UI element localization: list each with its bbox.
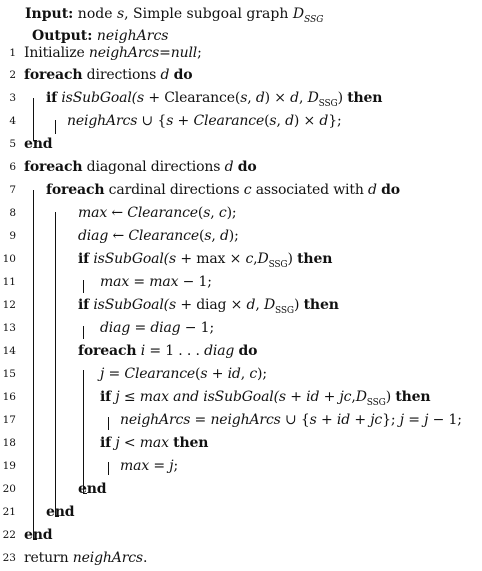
algorithm-line-12 (0, 294, 482, 317)
algorithm-line-17 (0, 409, 482, 432)
algorithm-line-7 (0, 179, 482, 202)
algorithm-line-11 (0, 271, 482, 294)
line-code: end (24, 136, 53, 152)
line-number: 3 (9, 92, 16, 104)
algorithm-line-21 (0, 501, 482, 524)
line-number: 16 (2, 391, 16, 403)
line-code: max = j; (120, 458, 179, 474)
line-code: foreach i = 1 . . . diag do (78, 343, 258, 359)
line-number: 18 (2, 437, 16, 449)
algorithm-line-16 (0, 386, 482, 409)
line-code: if j < max then (100, 435, 209, 451)
line-number: 2 (9, 69, 16, 81)
line-code: foreach directions d do (24, 67, 193, 83)
line-number: 8 (9, 207, 16, 219)
line-code: Initialize neighArcs=null; (24, 45, 202, 61)
line-number: 15 (2, 368, 16, 380)
algorithm-line-9 (0, 225, 482, 248)
line-code: max = max − 1; (100, 274, 212, 290)
line-number: 10 (2, 253, 16, 265)
line-code: if j ≤ max and isSubGoal(s + id + $jc,D_{SSG}$) then (100, 389, 431, 408)
line-number: 22 (2, 529, 16, 541)
algorithm-line-6 (0, 156, 482, 179)
input-text: node s, Simple subgoal graph $D_{SSG}$ (77, 6, 324, 25)
line-number: 12 (2, 299, 16, 311)
line-number: 4 (9, 115, 16, 127)
line-number: 20 (2, 483, 16, 495)
algorithm-line-23 (0, 547, 482, 570)
line-code: if isSubGoal(s + $\max \times c,D_{SSG}$) then (78, 251, 333, 270)
line-number: 5 (9, 138, 16, 150)
line-code: diag ← Clearance(s, d); (78, 228, 239, 244)
line-number: 9 (9, 230, 16, 242)
input-label: Input: (25, 6, 74, 22)
line-code: if isSubGoal(s + Clearance(s, d) × d, $D_{SSG}$) then (46, 90, 383, 109)
line-number: 13 (2, 322, 16, 334)
line-code: max ← Clearance(s, c); (78, 205, 237, 221)
line-number: 6 (9, 161, 16, 173)
algorithm-line-10 (0, 248, 482, 271)
algorithm-line-4 (0, 110, 482, 133)
algorithm-input (25, 2, 323, 26)
line-code: foreach diagonal directions d do (24, 159, 257, 175)
algorithm-line-18 (0, 432, 482, 455)
line-number: 17 (2, 414, 16, 426)
line-number: 21 (2, 506, 16, 518)
line-number: 7 (9, 184, 16, 196)
line-code: foreach cardinal directions c associated with d do (46, 182, 400, 198)
line-code: end (24, 527, 53, 543)
algorithm-line-1 (0, 42, 482, 65)
line-code: neighArcs = neighArcs ∪ {s + id + jc}; j = j − 1; (120, 412, 462, 428)
algorithm-line-3 (0, 87, 482, 110)
line-code: end (78, 481, 107, 497)
line-number: 11 (2, 276, 16, 288)
line-code: diag = diag − 1; (100, 320, 215, 336)
line-number: 1 (9, 47, 16, 59)
algorithm-line-14 (0, 340, 482, 363)
line-code: j = Clearance(s + id, c); (100, 366, 267, 382)
algorithm-line-5 (0, 133, 482, 156)
algorithm-line-8 (0, 202, 482, 225)
algorithm-line-2 (0, 64, 482, 87)
line-number: 23 (2, 552, 16, 564)
line-code: return neighArcs. (24, 550, 148, 566)
algorithm-line-20 (0, 478, 482, 501)
line-code: neighArcs ∪ {s + Clearance(s, d) × d}; (67, 113, 342, 129)
line-code: end (46, 504, 75, 520)
line-number: 14 (2, 345, 16, 357)
output-label: Output: (32, 28, 93, 44)
algorithm-line-15 (0, 363, 482, 386)
line-code: if isSubGoal(s + diag × d, $D_{SSG}$) then (78, 297, 339, 316)
output-text: neighArcs (96, 28, 169, 44)
algorithm-line-13 (0, 317, 482, 340)
algorithm-line-19 (0, 455, 482, 478)
algorithm-line-22 (0, 524, 482, 547)
line-number: 19 (2, 460, 16, 472)
